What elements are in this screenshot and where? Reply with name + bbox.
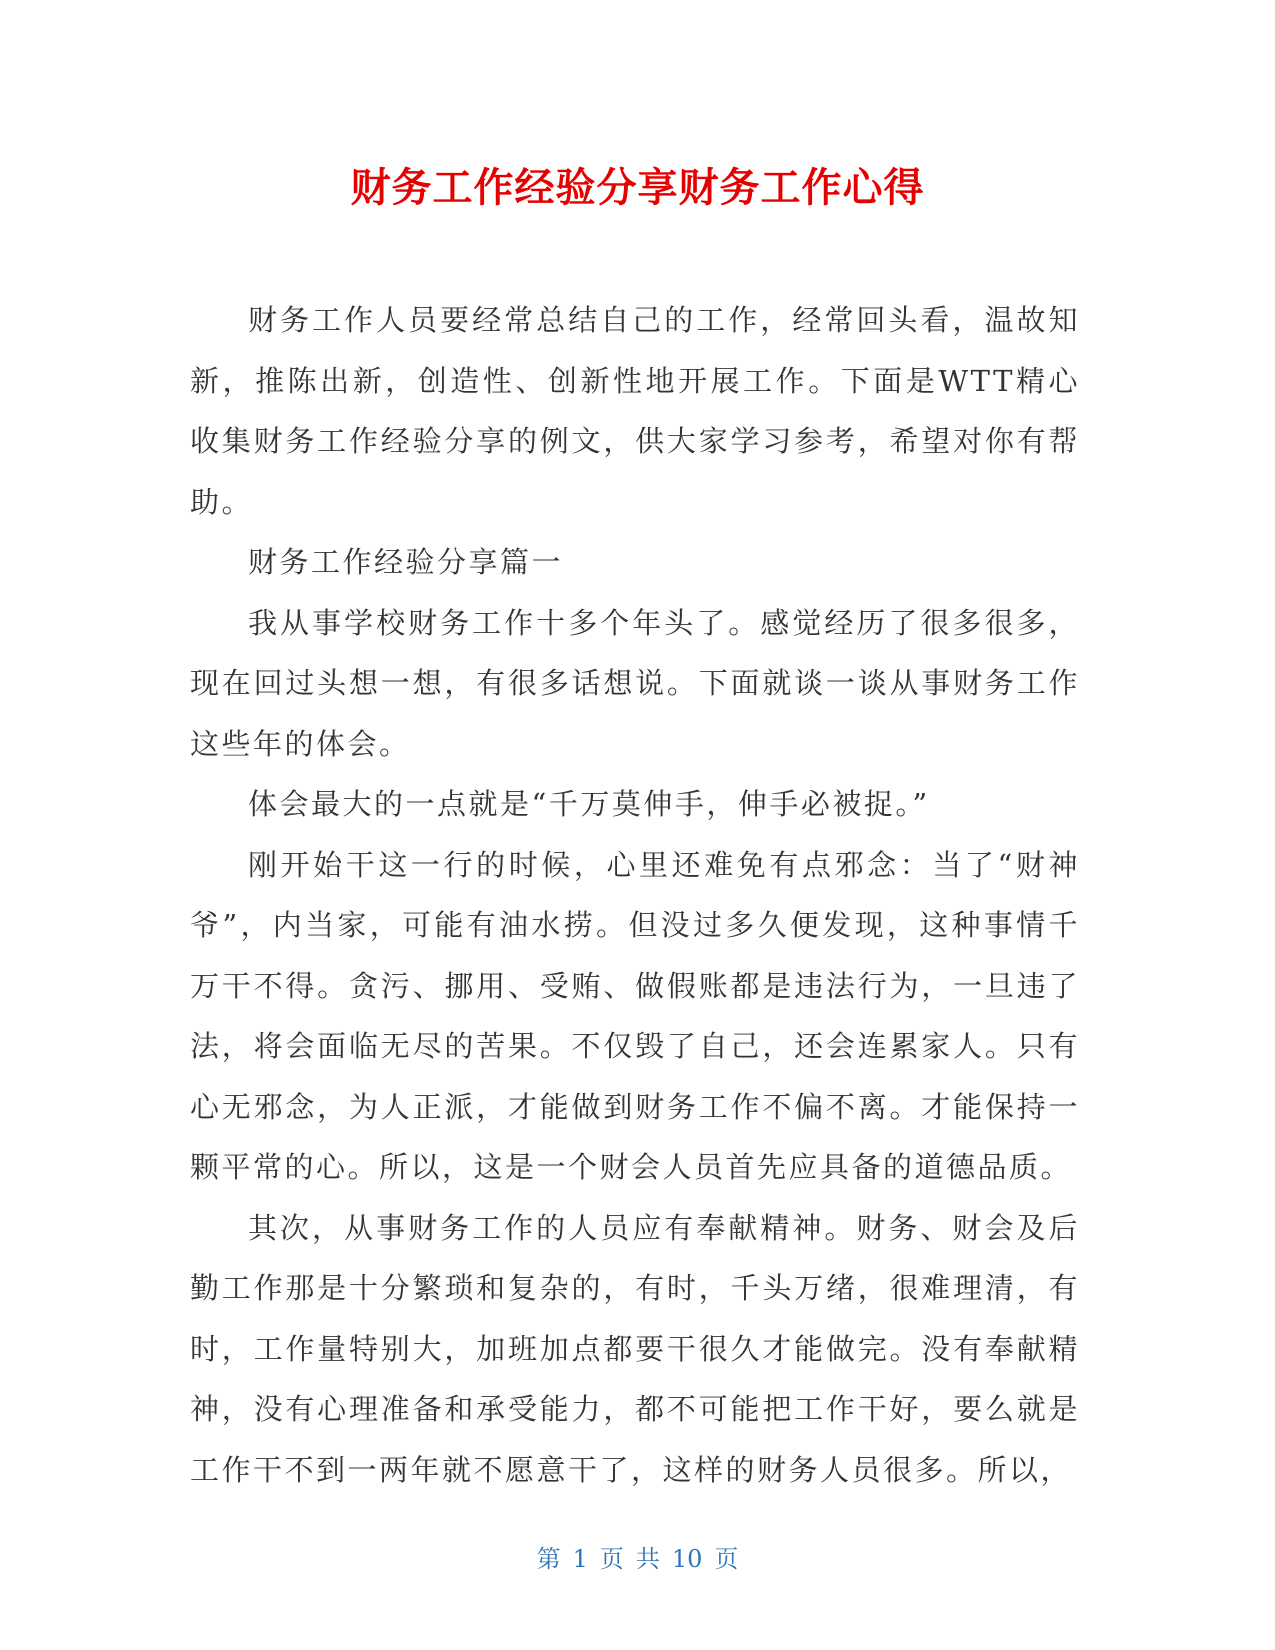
document-title: 财务工作经验分享财务工作心得 — [350, 165, 925, 211]
paragraph: 其次，从事财务工作的人员应有奉献精神。财务、财会及后勤工作那是十分繁琐和复杂的，有时，千头万绪，很难理清，有时，工作量特别大，加班加点都要干很久才能做完。没有奉献精神，没有心理准备和承受能力，都不可能把工作干好，要么就是工作干不到一两年就不愿意干了，这样的财务人员很多。所以， — [190, 1210, 1080, 1487]
footer-total-word: 共 — [635, 1545, 660, 1573]
paragraph: 我从事学校财务工作十多个年头了。感觉经历了很多很多，现在回过头想一想，有很多话想说。下面就谈一谈从事财务工作这些年的体会。 — [190, 605, 1080, 761]
paragraph-intro: 财务工作人员要经常总结自己的工作，经常回头看，温故知新，推陈出新，创造性、创新性地开展工作。下面是WTT精心收集财务工作经验分享的例文，供大家学习参考，希望对你有帮助。 — [190, 303, 1080, 519]
section-heading: 财务工作经验分享篇一 — [248, 545, 564, 579]
paragraph: 体会最大的一点就是“千万莫伸手，伸手必被捉。” — [248, 787, 930, 821]
footer-suffix: 页 — [714, 1545, 739, 1573]
footer-total-pages: 10 — [671, 1545, 703, 1573]
document-body — [190, 290, 1080, 1500]
footer-page-word: 页 — [599, 1545, 624, 1573]
page-number-footer — [0, 1544, 1275, 1574]
footer-current-page: 1 — [572, 1545, 588, 1573]
paragraph: 刚开始干这一行的时候，心里还难免有点邪念：当了“财神爷”，内当家，可能有油水捞。但没过多久便发现，这种事情千万干不得。贪污、挪用、受贿、做假账都是违法行为，一旦违了法，将会面临无尽的苦果。不仅毁了自己，还会连累家人。只有心无邪念，为人正派，才能做到财务工作不偏不离。才能保持一颗平常的心。所以，这是一个财会人员首先应具备的道德品质。 — [190, 847, 1080, 1184]
footer-prefix: 第 — [536, 1545, 561, 1573]
